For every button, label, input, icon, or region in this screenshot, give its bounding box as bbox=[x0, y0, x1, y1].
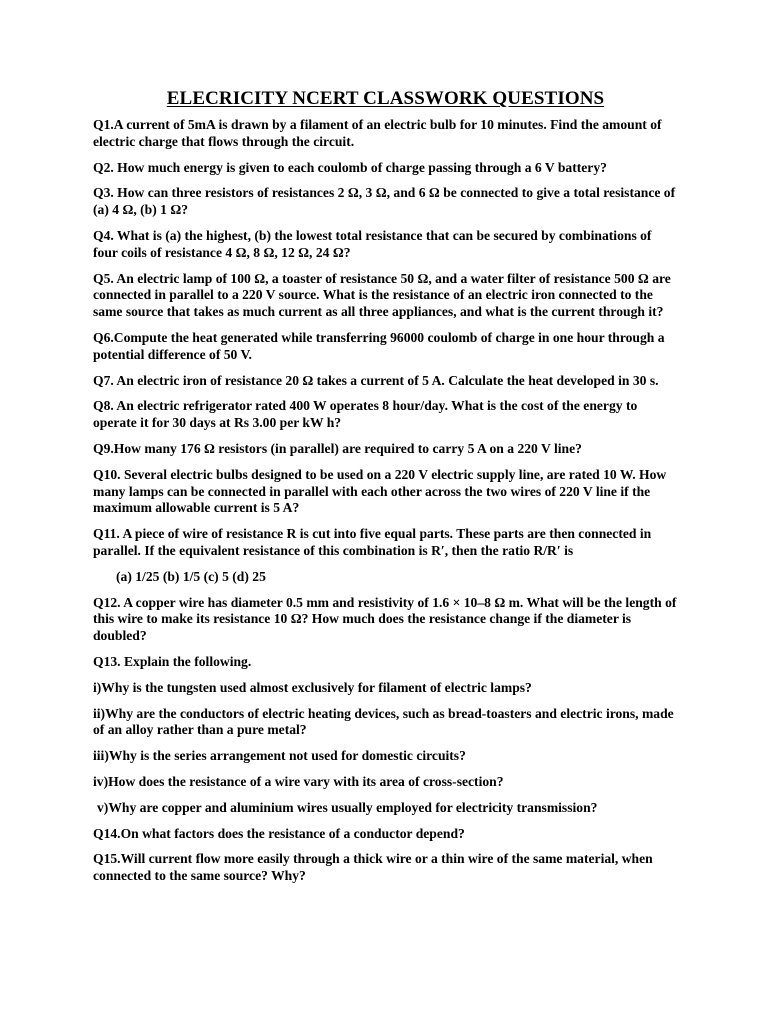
question-10: Q10. Several electric bulbs designed to be used on a 220 V electric supply line, are rated 10 W. How many lamps can be connected in parallel with each other across the two wires of 220 V line if the maximum allowable current is 5 A? bbox=[93, 466, 667, 516]
question-13-part-i: i)Why is the tungsten used almost exclusively for filament of electric lamps? bbox=[93, 679, 532, 695]
question-2: Q2. How much energy is given to each coulomb of charge passing through a 6 V battery? bbox=[93, 159, 607, 175]
question-8: Q8. An electric refrigerator rated 400 W operates 8 hour/day. What is the cost of the energy to operate it for 30 days at Rs 3.00 per kW h? bbox=[93, 398, 638, 431]
question-6: Q6.Compute the heat generated while transferring 96000 coulomb of charge in one hour through a potential difference of 50 V. bbox=[93, 329, 665, 362]
question-13-part-iv: iv)How does the resistance of a wire vary with its area of cross-section? bbox=[93, 773, 504, 789]
question-11: Q11. A piece of wire of resistance R is cut into five equal parts. These parts are then connected in parallel. If the equivalent resistance of this combination is R′, then the ratio R/R′ is bbox=[93, 526, 652, 558]
question-13-part-iii: iii)Why is the series arrangement not used for domestic circuits? bbox=[93, 748, 466, 764]
question-11-options: (a) 1/25 (b) 1/5 (c) 5 (d) 25 bbox=[116, 568, 266, 584]
question-5: Q5. An electric lamp of 100 Ω, a toaster of resistance 50 Ω, and a water filter of resistance 500 Ω are connected in parallel to a 220 V source. What is the resistance of an electric iron connected to the same source that takes as much current as all three appliances, and what is the current through it? bbox=[93, 270, 671, 320]
question-13: Q13. Explain the following. bbox=[93, 653, 252, 669]
question-15: Q15.Will current flow more easily through a thick wire or a thin wire of the same material, when connected to the same source? Why? bbox=[93, 851, 653, 884]
question-12: Q12. A copper wire has diameter 0.5 mm and resistivity of 1.6 × 10–8 Ω m. What will be the length of this wire to make its resistance 10 Ω? How much does the resistance change if the diameter is doubled? bbox=[93, 594, 677, 644]
question-13-part-v: v)Why are copper and aluminium wires usually employed for electricity transmission? bbox=[97, 799, 598, 815]
question-4: Q4. What is (a) the highest, (b) the lowest total resistance that can be secured by combinations of four coils of resistance 4 Ω, 8 Ω, 12 Ω, 24 Ω? bbox=[93, 227, 652, 260]
question-13-part-ii: ii)Why are the conductors of electric heating devices, such as bread-toasters and electric irons, made of an alloy rather than a pure metal? bbox=[93, 705, 674, 738]
question-14: Q14.On what factors does the resistance of a conductor depend? bbox=[93, 825, 465, 841]
question-9: Q9.How many 176 Ω resistors (in parallel) are required to carry 5 A on a 220 V line? bbox=[93, 440, 582, 456]
question-1: Q1.A current of 5mA is drawn by a filament of an electric bulb for 10 minutes. Find the amount of electric charge that flows through the circuit. bbox=[93, 117, 662, 149]
document-title: ELECRICITY NCERT CLASSWORK QUESTIONS bbox=[166, 88, 605, 109]
question-3: Q3. How can three resistors of resistances 2 Ω, 3 Ω, and 6 Ω be connected to give a total resistance of (a) 4 Ω, (b) 1 Ω? bbox=[93, 185, 676, 218]
question-7: Q7. An electric iron of resistance 20 Ω takes a current of 5 A. Calculate the heat developed in 30 s. bbox=[93, 372, 659, 388]
